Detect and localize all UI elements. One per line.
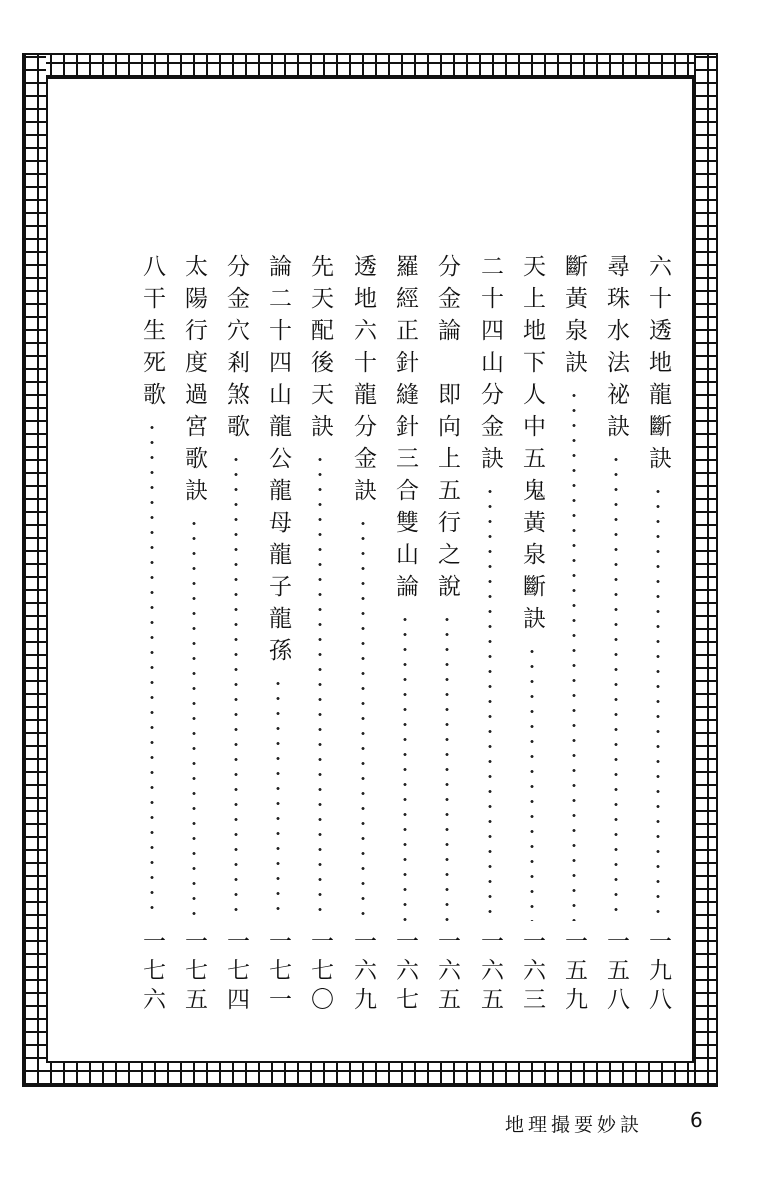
toc-page: 一五九 — [561, 929, 587, 1016]
border-pattern-top — [24, 55, 716, 77]
toc-title: 分金論 即向上五行之說 — [434, 254, 460, 606]
toc-page: 一六五 — [434, 929, 460, 1016]
toc-entry — [473, 254, 507, 1019]
leader-dots — [530, 644, 534, 921]
toc-entry — [641, 254, 675, 1019]
toc-title: 六十透地龍斷訣 — [645, 254, 671, 478]
toc-page: 一七〇 — [307, 929, 333, 1016]
leader-dots — [234, 452, 238, 921]
leader-dots — [488, 484, 492, 921]
toc-title: 八干生死歌 — [139, 254, 165, 414]
toc-entry — [557, 254, 591, 1019]
toc-entry — [599, 254, 633, 1019]
toc-title: 尋珠水法祕訣 — [603, 254, 629, 446]
toc-page: 一六七 — [392, 929, 418, 1016]
border-pattern-bottom — [24, 1063, 716, 1085]
page-number: 6 — [690, 1108, 703, 1132]
toc-entry — [135, 254, 169, 1019]
toc-page: 一七一 — [265, 929, 291, 1016]
toc-entry — [346, 254, 380, 1019]
toc-title: 斷黃泉訣 — [561, 254, 587, 382]
leader-dots — [614, 452, 618, 921]
leader-dots — [150, 420, 154, 921]
toc-title: 透地六十龍分金訣 — [350, 254, 376, 510]
leader-dots — [656, 484, 660, 921]
toc-entry — [430, 254, 464, 1019]
content-area — [46, 77, 694, 1063]
toc-title: 論二十四山龍公龍母龍子龍孫 — [265, 254, 291, 670]
toc-entry — [219, 254, 253, 1019]
toc-entry — [261, 254, 295, 1019]
toc-page: 一七五 — [181, 929, 207, 1016]
border-pattern-left — [24, 55, 46, 1085]
toc-page: 一九八 — [645, 929, 671, 1016]
decorative-border — [22, 53, 718, 1087]
toc-page: 一七六 — [139, 929, 165, 1016]
leader-dots — [445, 612, 449, 921]
toc-title: 先天配後天訣 — [307, 254, 333, 446]
toc-title: 天上地下人中五鬼黃泉斷訣 — [519, 254, 545, 638]
toc-page: 一六五 — [477, 929, 503, 1016]
toc-entry — [515, 254, 549, 1019]
border-pattern-right — [694, 55, 716, 1085]
toc-entry — [388, 254, 422, 1019]
toc-title: 羅經正針縫針三合雙山論 — [392, 254, 418, 606]
toc-page: 一五八 — [603, 929, 629, 1016]
book-title: 地理撮要妙訣 — [505, 1114, 644, 1136]
toc-title: 分金穴剎煞歌 — [223, 254, 249, 446]
toc-title: 二十四山分金訣 — [477, 254, 503, 478]
leader-dots — [276, 676, 280, 921]
leader-dots — [318, 452, 322, 921]
toc-title: 太陽行度過宮歌訣 — [181, 254, 207, 510]
toc-page: 一六九 — [350, 929, 376, 1016]
toc-page: 一六三 — [519, 929, 545, 1016]
leader-dots — [572, 388, 576, 921]
toc-page: 一七四 — [223, 929, 249, 1016]
toc-entry — [177, 254, 211, 1019]
leader-dots — [192, 516, 196, 921]
leader-dots — [361, 516, 365, 921]
toc-entry — [303, 254, 337, 1019]
leader-dots — [403, 612, 407, 921]
